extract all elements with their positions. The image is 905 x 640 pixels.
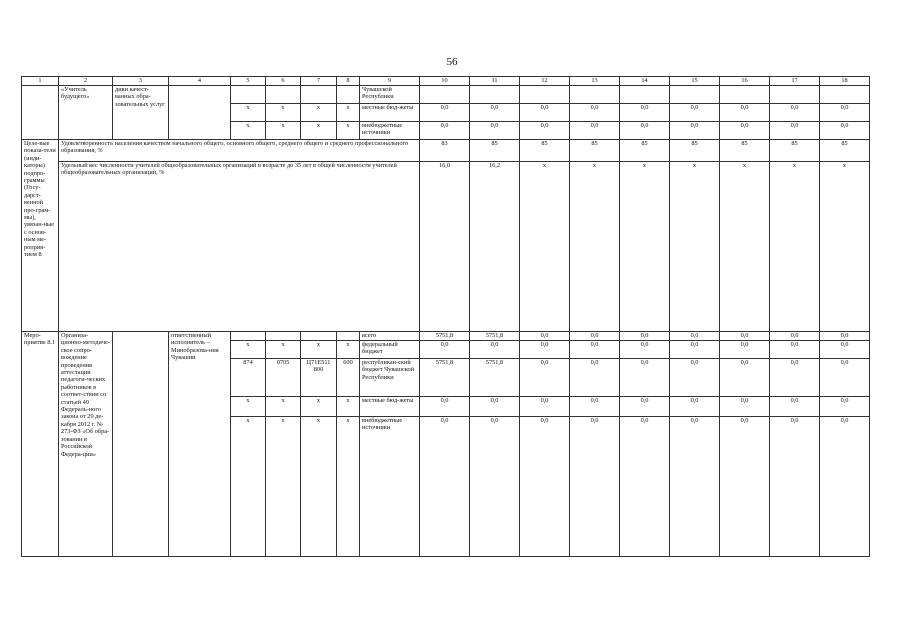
value-cell: 0,0 [670,104,720,122]
budget-code-cell: x [231,397,266,417]
value-cell: 0,0 [770,341,820,359]
value-cell: 0,0 [670,122,720,140]
indicator-value-cell: 85 [620,140,670,162]
indicator-value-cell: 85 [770,140,820,162]
value-cell: 0,0 [570,417,620,557]
indicator-value-cell: x [820,162,870,332]
value-cell: 5751,8 [470,359,520,397]
value-cell: 0,0 [720,122,770,140]
value-cell: 0,0 [770,397,820,417]
column-number: 18 [820,77,870,86]
value-cell: 0,0 [420,417,470,557]
indicator-value-cell: 85 [820,140,870,162]
value-cell [570,86,620,104]
value-cell: 0,0 [670,397,720,417]
value-cell: 0,0 [470,397,520,417]
budget-code-cell: x [337,104,360,122]
budget-code-cell: x [337,122,360,140]
measure-task-cell [113,332,169,557]
value-cell: 0,0 [520,417,570,557]
value-cell: 0,0 [570,359,620,397]
value-cell: 0,0 [770,359,820,397]
indicator-value-cell: 85 [720,140,770,162]
funding-source-cell: местные бюд-жеты [360,397,420,417]
value-cell: 0,0 [570,122,620,140]
measure-row [22,332,870,341]
value-cell: 0,0 [720,397,770,417]
value-cell: 5751,8 [420,332,470,341]
budget-code-cell: x [266,122,301,140]
column-number: 4 [169,77,231,86]
value-cell: 0,0 [820,341,870,359]
value-cell: 0,0 [670,332,720,341]
value-cell: 0,0 [570,397,620,417]
budget-code-cell: x [266,341,301,359]
indicator-value-cell: 85 [570,140,620,162]
indicator-value-cell: x [720,162,770,332]
indicator-value-cell: 16,0 [420,162,470,332]
column-number: 6 [266,77,301,86]
value-cell: 0,0 [620,341,670,359]
budget-code-cell [231,332,266,341]
budget-code-cell [301,332,337,341]
budget-code-cell: x [301,122,337,140]
budget-code-cell: x [337,397,360,417]
value-cell: 0,0 [620,122,670,140]
budget-code-cell [301,86,337,104]
column-number: 16 [720,77,770,86]
value-cell: 0,0 [720,417,770,557]
value-cell [520,86,570,104]
value-cell: 0,0 [520,359,570,397]
column-number: 13 [570,77,620,86]
budget-code-cell: x [266,104,301,122]
indicator-value-cell: 85 [520,140,570,162]
value-cell: 0,0 [670,341,720,359]
value-cell: 0,0 [570,104,620,122]
column-number: 9 [360,77,420,86]
budget-code-cell: x [337,417,360,557]
budget-code-cell: x [266,397,301,417]
budget-code-cell: 600 [337,359,360,397]
value-cell: 0,0 [570,341,620,359]
budget-table [21,76,870,557]
value-cell: 0,0 [820,332,870,341]
funding-source-cell: местные бюд-жеты [360,104,420,122]
value-cell: 0,0 [420,397,470,417]
value-cell: 0,0 [820,397,870,417]
budget-code-cell: x [301,104,337,122]
column-number: 7 [301,77,337,86]
value-cell: 0,0 [620,397,670,417]
column-number: 14 [620,77,670,86]
value-cell: 0,0 [770,417,820,557]
budget-code-cell [231,86,266,104]
column-number: 15 [670,77,720,86]
funding-source-cell: внебюджетные источники [360,417,420,557]
indicator-text-cell: Удельный вес численности учителей общеобразовательных организаций в возрасте до 35 лет в общей численности учителей общеобразовательных организаций, % [59,162,420,332]
program-label-cell [22,86,59,140]
value-cell [620,86,670,104]
column-number: 10 [420,77,470,86]
budget-code-cell: x [231,341,266,359]
value-cell: 0,0 [420,341,470,359]
column-number: 8 [337,77,360,86]
value-cell: 0,0 [420,122,470,140]
value-cell: 0,0 [820,359,870,397]
value-cell: 0,0 [720,341,770,359]
column-number: 1 [22,77,59,86]
indicator-value-cell: 85 [670,140,720,162]
value-cell [820,86,870,104]
value-cell: 0,0 [520,341,570,359]
value-cell: 0,0 [470,122,520,140]
value-cell: 0,0 [820,122,870,140]
value-cell: 5751,8 [420,359,470,397]
budget-code-cell: x [301,417,337,557]
value-cell: 0,0 [570,332,620,341]
value-cell: 0,0 [720,104,770,122]
value-cell: 0,0 [520,104,570,122]
responsible-cell: ответственный исполнитель – Минобразова-ния Чувашии [169,332,231,557]
indicator-row [22,162,870,332]
column-number: 17 [770,77,820,86]
indicator-value-cell: 16,2 [470,162,520,332]
funding-source-cell: внебюджетные источники [360,122,420,140]
column-number: 11 [470,77,520,86]
budget-code-cell [266,86,301,104]
value-cell: 0,0 [770,104,820,122]
budget-code-cell: x [231,417,266,557]
budget-code-cell: x [301,397,337,417]
indicator-value-cell: x [670,162,720,332]
value-cell: 0,0 [820,104,870,122]
value-cell: 5751,8 [470,332,520,341]
indicator-value-cell: 83 [420,140,470,162]
targets-label-cell: Целе-вые показа-тели (инди-каторы) подпро-граммы (Госу-дарст-венной про-грам-мы), увязан-ные с основ-ным ме-роприя-тием 8 [22,140,59,332]
table-row [22,86,870,104]
value-cell: 0,0 [520,397,570,417]
value-cell: 0,0 [770,122,820,140]
budget-code-cell: 874 [231,359,266,397]
value-cell: 0,0 [670,359,720,397]
value-cell: 0,0 [520,122,570,140]
indicator-value-cell: x [770,162,820,332]
measure-title-cell: Организа-ционно-методиче-ское сопро-вождение проведения аттестации педагоги-ческих работников в соответ-ствии со статьей 49 Федераль-ного закона от 29 де-кабря 2012 г. № 273-ФЗ «Об обра-зовании в Российской Федера-ции» [59,332,113,557]
value-cell: 0,0 [470,104,520,122]
funding-source-cell: Чувашской Республики [360,86,420,104]
indicator-value-cell: 85 [470,140,520,162]
value-cell: 0,0 [620,332,670,341]
indicator-value-cell: x [620,162,670,332]
column-number: 12 [520,77,570,86]
funding-source-cell: республикан-ский бюджет Чувашской Республики [360,359,420,397]
value-cell [420,86,470,104]
column-number: 2 [59,77,113,86]
value-cell: 0,0 [620,417,670,557]
budget-code-cell: Ц71Е511 800 [301,359,337,397]
responsible-cell [169,86,231,140]
value-cell [770,86,820,104]
budget-code-cell: x [301,341,337,359]
page-number: 56 [446,56,458,68]
value-cell: 0,0 [420,104,470,122]
value-cell [720,86,770,104]
measure-label-cell: Меро-приятие 8.1 [22,332,59,557]
budget-code-cell [266,332,301,341]
funding-source-cell: всего [360,332,420,341]
value-cell: 0,0 [670,417,720,557]
budget-code-cell: x [231,122,266,140]
value-cell: 0,0 [620,104,670,122]
value-cell [670,86,720,104]
indicator-row [22,140,870,162]
funding-source-cell: федеральный бюджет [360,341,420,359]
program-title-cell: «Учитель будущего» [59,86,113,140]
budget-code-cell [337,332,360,341]
column-number: 5 [231,77,266,86]
value-cell: 0,0 [770,332,820,341]
value-cell: 0,0 [470,341,520,359]
program-task-cell: дики качест-ванных обра-зовательных услуг [113,86,169,140]
value-cell [470,86,520,104]
budget-code-cell: x [266,417,301,557]
value-cell: 0,0 [720,332,770,341]
value-cell: 0,0 [470,417,520,557]
budget-code-cell [337,86,360,104]
budget-code-cell: x [231,104,266,122]
indicator-value-cell: x [570,162,620,332]
indicator-value-cell: x [520,162,570,332]
value-cell: 0,0 [720,359,770,397]
budget-code-cell: 0705 [266,359,301,397]
indicator-text-cell: Удовлетворенность населения качеством начального общего, основного общего, среднего общего и среднего профессионального образования, % [59,140,420,162]
value-cell: 0,0 [820,417,870,557]
column-number-row [22,77,870,86]
column-number: 3 [113,77,169,86]
budget-code-cell: x [337,341,360,359]
value-cell: 0,0 [620,359,670,397]
value-cell: 0,0 [520,332,570,341]
